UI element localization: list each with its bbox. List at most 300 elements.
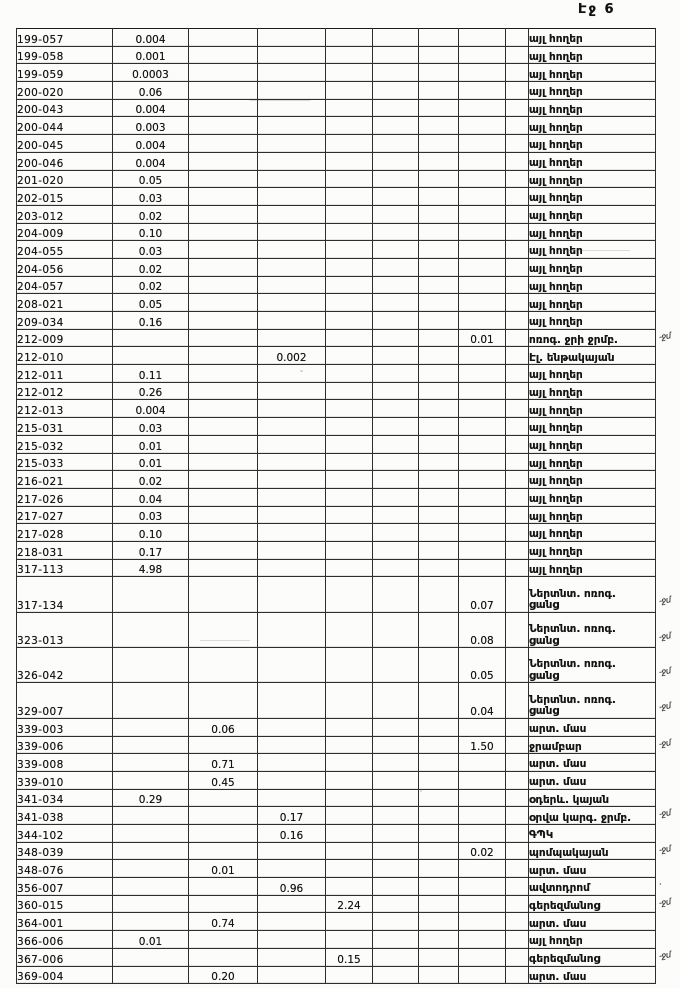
cell-area-value	[506, 276, 529, 294]
land-type-text: այլ հողեր	[529, 227, 583, 240]
cell-area-value	[373, 347, 419, 365]
land-type-text: այլ հողեր	[529, 475, 583, 488]
cell-area-value	[373, 152, 419, 170]
cell-area-value	[506, 524, 529, 542]
table-row	[17, 99, 656, 117]
cell-area-value	[506, 64, 529, 82]
land-type-text: Էլ. ենթակայան	[529, 351, 615, 364]
cell-area-value	[506, 612, 529, 647]
cell-area-value	[189, 82, 258, 100]
cell-area-value: 0.16	[258, 825, 326, 843]
land-type-text: գերեզմանոց	[529, 899, 601, 912]
cell-area-value	[113, 878, 189, 896]
table-row	[17, 541, 656, 559]
land-type-text: Ներտնտ. ոռոգ.	[529, 623, 616, 636]
cell-parcel-id: 200-043	[17, 99, 113, 117]
table-row	[17, 400, 656, 418]
cell-area-value	[113, 913, 189, 931]
cell-land-type	[529, 842, 656, 860]
cell-area-value	[419, 365, 459, 383]
cell-area-value	[373, 648, 419, 683]
land-type-text: այլ հողեր	[529, 510, 583, 523]
table-row	[17, 878, 656, 896]
cell-area-value	[419, 789, 459, 807]
table-row	[17, 771, 656, 789]
cell-area-value	[373, 541, 419, 559]
cell-area-value	[459, 82, 506, 100]
land-type-text: այլ հողեր	[529, 121, 583, 134]
cell-area-value	[258, 577, 326, 612]
cell-area-value: 0.01	[189, 860, 258, 878]
cell-area-value	[459, 771, 506, 789]
table-row	[17, 577, 656, 612]
cell-area-value: 0.08	[459, 612, 506, 647]
land-type-text: Ներտնտ. ոռոգ.	[529, 693, 616, 706]
cell-area-value: 0.05	[113, 294, 189, 312]
land-type-text: այլ հողեր	[529, 563, 583, 576]
cell-area-value	[258, 541, 326, 559]
table-row	[17, 860, 656, 878]
cell-area-value	[419, 754, 459, 772]
land-type-text-line2: ցանց	[529, 599, 560, 612]
land-type-text: այլ հողեր	[529, 457, 583, 470]
land-parcel-table	[16, 28, 656, 984]
table-row	[17, 64, 656, 82]
cell-parcel-id: 199-057	[17, 29, 113, 47]
cell-area-value	[189, 117, 258, 135]
cell-area-value	[419, 612, 459, 647]
cell-land-type	[529, 931, 656, 949]
cell-area-value	[258, 860, 326, 878]
cell-area-value	[113, 718, 189, 736]
cell-area-value	[419, 82, 459, 100]
cell-land-type	[529, 400, 656, 418]
cell-area-value	[506, 966, 529, 984]
cell-parcel-id: 339-010	[17, 771, 113, 789]
cell-area-value	[419, 329, 459, 347]
cell-area-value	[506, 170, 529, 188]
cell-land-type	[529, 418, 656, 436]
cell-parcel-id: 317-113	[17, 559, 113, 577]
cell-area-value	[113, 825, 189, 843]
cell-area-value	[258, 294, 326, 312]
cell-area-value	[459, 312, 506, 330]
cell-area-value	[189, 471, 258, 489]
cell-area-value	[326, 825, 373, 843]
land-type-text: այլ հողեր	[529, 68, 583, 81]
cell-area-value: 0.03	[113, 418, 189, 436]
cell-area-value	[506, 46, 529, 64]
cell-area-value	[113, 683, 189, 718]
cell-area-value	[459, 966, 506, 984]
cell-land-type	[529, 559, 656, 577]
cell-area-value	[113, 577, 189, 612]
cell-area-value	[373, 913, 419, 931]
cell-land-type	[529, 382, 656, 400]
cell-parcel-id: 344-102	[17, 825, 113, 843]
cell-parcel-id: 209-034	[17, 312, 113, 330]
cell-parcel-id: 217-028	[17, 524, 113, 542]
cell-area-value	[506, 188, 529, 206]
cell-area-value	[419, 559, 459, 577]
cell-area-value	[419, 931, 459, 949]
cell-area-value	[189, 789, 258, 807]
cell-area-value: 0.29	[113, 789, 189, 807]
cell-parcel-id: 348-076	[17, 860, 113, 878]
cell-parcel-id: 341-038	[17, 807, 113, 825]
land-type-text: ոռոգ. ջրի ջրմբ.	[529, 333, 618, 346]
table-row	[17, 312, 656, 330]
cell-area-value: 0.10	[113, 524, 189, 542]
cell-area-value	[113, 807, 189, 825]
cell-area-value	[113, 754, 189, 772]
cell-area-value	[258, 46, 326, 64]
table-row	[17, 524, 656, 542]
scan-smudge	[560, 250, 630, 251]
cell-area-value	[419, 506, 459, 524]
table-row	[17, 506, 656, 524]
table-row	[17, 135, 656, 153]
cell-area-value	[506, 878, 529, 896]
cell-area-value: 2.24	[326, 895, 373, 913]
land-type-text: այլ հողեր	[529, 404, 583, 417]
cell-land-type	[529, 913, 656, 931]
cell-area-value	[326, 754, 373, 772]
cell-area-value	[506, 559, 529, 577]
cell-area-value	[326, 913, 373, 931]
cell-area-value	[189, 648, 258, 683]
table-row	[17, 931, 656, 949]
cell-area-value	[113, 895, 189, 913]
cell-area-value	[113, 329, 189, 347]
cell-area-value	[506, 807, 529, 825]
cell-parcel-id: 201-020	[17, 170, 113, 188]
cell-area-value	[506, 29, 529, 47]
cell-area-value	[258, 789, 326, 807]
cell-area-value: 0.004	[113, 135, 189, 153]
land-type-text-line2: ցանց	[529, 705, 560, 718]
table-row	[17, 789, 656, 807]
table-row	[17, 648, 656, 683]
table-row	[17, 913, 656, 931]
cell-area-value: 0.004	[113, 99, 189, 117]
table-row	[17, 471, 656, 489]
cell-land-type	[529, 648, 656, 683]
cell-land-type	[529, 488, 656, 506]
cell-area-value	[373, 170, 419, 188]
cell-area-value	[113, 612, 189, 647]
cell-land-type	[529, 294, 656, 312]
cell-area-value	[258, 382, 326, 400]
cell-area-value	[373, 966, 419, 984]
table-row	[17, 842, 656, 860]
land-type-text: արտ. մաս	[529, 864, 587, 877]
cell-area-value	[459, 948, 506, 966]
cell-area-value: 0.02	[459, 842, 506, 860]
land-type-text: այլ հողեր	[529, 157, 583, 169]
table-row	[17, 223, 656, 241]
cell-area-value	[258, 152, 326, 170]
cell-area-value	[373, 329, 419, 347]
land-type-text: արտ. մաս	[529, 970, 587, 983]
cell-area-value	[189, 223, 258, 241]
cell-area-value	[326, 931, 373, 949]
cell-parcel-id: 339-003	[17, 718, 113, 736]
cell-parcel-id: 212-010	[17, 347, 113, 365]
cell-area-value	[326, 524, 373, 542]
cell-area-value	[326, 170, 373, 188]
cell-area-value: 0.03	[113, 188, 189, 206]
cell-area-value: 0.05	[459, 648, 506, 683]
land-type-text: այլ հողեր	[529, 316, 583, 329]
cell-land-type	[529, 276, 656, 294]
cell-area-value	[506, 312, 529, 330]
cell-area-value	[189, 276, 258, 294]
table-row	[17, 82, 656, 100]
cell-parcel-id: 202-015	[17, 188, 113, 206]
cell-land-type	[529, 807, 656, 825]
cell-area-value	[459, 365, 506, 383]
table-row	[17, 294, 656, 312]
cell-area-value	[326, 365, 373, 383]
cell-land-type	[529, 683, 656, 718]
cell-area-value	[326, 347, 373, 365]
cell-area-value	[258, 29, 326, 47]
cell-area-value	[506, 400, 529, 418]
cell-area-value: 0.74	[189, 913, 258, 931]
cell-area-value	[459, 754, 506, 772]
cell-parcel-id: 339-008	[17, 754, 113, 772]
cell-area-value	[459, 453, 506, 471]
scan-smudge	[250, 100, 310, 101]
cell-area-value	[373, 825, 419, 843]
cell-area-value	[258, 99, 326, 117]
cell-area-value	[113, 842, 189, 860]
cell-area-value	[459, 524, 506, 542]
cell-area-value	[326, 718, 373, 736]
cell-parcel-id: 356-007	[17, 878, 113, 896]
cell-area-value	[258, 931, 326, 949]
cell-area-value	[506, 294, 529, 312]
cell-area-value: 0.01	[113, 931, 189, 949]
handwritten-margin-note: -ջմ	[658, 631, 672, 643]
handwritten-margin-note: -ջմ	[658, 595, 672, 607]
land-type-text: այլ հողեր	[529, 298, 583, 311]
cell-land-type	[529, 612, 656, 647]
table-row	[17, 276, 656, 294]
cell-area-value	[459, 258, 506, 276]
table-row	[17, 718, 656, 736]
cell-area-value: 0.11	[113, 365, 189, 383]
cell-parcel-id: 204-055	[17, 241, 113, 259]
cell-area-value	[326, 205, 373, 223]
cell-area-value	[326, 842, 373, 860]
cell-land-type	[529, 205, 656, 223]
cell-parcel-id: 204-056	[17, 258, 113, 276]
cell-area-value: 0.03	[113, 241, 189, 259]
cell-area-value	[258, 135, 326, 153]
cell-area-value: 0.0003	[113, 64, 189, 82]
cell-area-value	[459, 99, 506, 117]
cell-area-value	[189, 948, 258, 966]
cell-land-type	[529, 29, 656, 47]
table-row	[17, 453, 656, 471]
cell-area-value	[506, 82, 529, 100]
land-type-text: այլ հողեր	[529, 528, 583, 541]
cell-area-value	[459, 895, 506, 913]
cell-area-value	[189, 294, 258, 312]
cell-land-type	[529, 860, 656, 878]
cell-area-value	[113, 347, 189, 365]
cell-area-value	[459, 205, 506, 223]
table-row	[17, 807, 656, 825]
cell-area-value	[459, 223, 506, 241]
cell-area-value	[506, 241, 529, 259]
cell-area-value	[189, 541, 258, 559]
cell-area-value	[419, 347, 459, 365]
cell-area-value	[419, 488, 459, 506]
cell-area-value	[506, 577, 529, 612]
cell-area-value	[258, 418, 326, 436]
land-type-text: այլ հողեր	[529, 50, 583, 63]
cell-area-value	[459, 46, 506, 64]
land-type-text: պոմպակայան	[529, 846, 609, 859]
cell-parcel-id: 204-057	[17, 276, 113, 294]
cell-area-value: 0.004	[113, 29, 189, 47]
cell-area-value	[113, 948, 189, 966]
cell-area-value	[419, 913, 459, 931]
cell-area-value	[258, 205, 326, 223]
land-type-text: այլ հողեր	[529, 422, 583, 435]
cell-area-value	[506, 258, 529, 276]
cell-land-type	[529, 82, 656, 100]
cell-land-type	[529, 170, 656, 188]
cell-area-value	[419, 718, 459, 736]
cell-area-value	[189, 347, 258, 365]
cell-land-type	[529, 966, 656, 984]
land-type-text: գերեզմանոց	[529, 953, 601, 965]
cell-parcel-id: 367-006	[17, 948, 113, 966]
page-number-header: Էջ 6	[578, 2, 616, 17]
cell-area-value	[373, 931, 419, 949]
cell-parcel-id: 200-044	[17, 117, 113, 135]
cell-area-value	[373, 46, 419, 64]
cell-area-value	[373, 860, 419, 878]
cell-area-value	[373, 400, 419, 418]
cell-area-value	[373, 736, 419, 754]
table-row	[17, 559, 656, 577]
cell-area-value	[419, 435, 459, 453]
handwritten-margin-note: -ջմ	[658, 701, 672, 713]
table-row	[17, 347, 656, 365]
cell-area-value	[258, 453, 326, 471]
cell-land-type	[529, 453, 656, 471]
cell-area-value	[459, 825, 506, 843]
cell-area-value	[459, 117, 506, 135]
cell-area-value	[326, 418, 373, 436]
cell-parcel-id: 364-001	[17, 913, 113, 931]
cell-area-value	[326, 64, 373, 82]
cell-area-value	[373, 471, 419, 489]
cell-area-value	[506, 948, 529, 966]
cell-area-value	[189, 46, 258, 64]
cell-area-value	[459, 471, 506, 489]
cell-area-value	[506, 648, 529, 683]
cell-parcel-id: 217-026	[17, 488, 113, 506]
cell-land-type	[529, 188, 656, 206]
land-type-text: արտ. մաս	[529, 776, 587, 789]
cell-area-value: 4.98	[113, 559, 189, 577]
cell-area-value	[326, 152, 373, 170]
cell-area-value	[189, 842, 258, 860]
cell-area-value	[459, 506, 506, 524]
cell-area-value	[326, 789, 373, 807]
cell-parcel-id: 212-011	[17, 365, 113, 383]
land-type-text: այլ հողեր	[529, 103, 583, 116]
cell-area-value	[506, 842, 529, 860]
table-row	[17, 152, 656, 170]
land-type-text: այլ հողեր	[529, 210, 583, 223]
cell-parcel-id: 200-046	[17, 152, 113, 170]
cell-parcel-id: 341-034	[17, 789, 113, 807]
cell-area-value	[506, 205, 529, 223]
cell-parcel-id: 217-027	[17, 506, 113, 524]
cell-area-value	[326, 648, 373, 683]
cell-area-value	[373, 223, 419, 241]
table-row	[17, 117, 656, 135]
cell-area-value	[419, 276, 459, 294]
cell-parcel-id: 204-009	[17, 223, 113, 241]
cell-area-value	[506, 506, 529, 524]
cell-land-type	[529, 152, 656, 170]
cell-area-value	[189, 736, 258, 754]
cell-land-type	[529, 895, 656, 913]
cell-area-value	[459, 64, 506, 82]
cell-area-value	[373, 453, 419, 471]
cell-area-value	[459, 931, 506, 949]
cell-parcel-id: 199-058	[17, 46, 113, 64]
cell-area-value: 0.02	[113, 258, 189, 276]
cell-area-value: 1.50	[459, 736, 506, 754]
cell-area-value	[326, 82, 373, 100]
cell-area-value	[258, 435, 326, 453]
cell-parcel-id: 203-012	[17, 205, 113, 223]
cell-land-type	[529, 506, 656, 524]
cell-area-value: 0.002	[258, 347, 326, 365]
cell-area-value	[189, 559, 258, 577]
cell-area-value	[506, 860, 529, 878]
cell-area-value	[506, 365, 529, 383]
land-type-text: այլ հողեր	[529, 139, 583, 152]
cell-area-value	[326, 488, 373, 506]
cell-area-value	[189, 825, 258, 843]
cell-area-value: 0.06	[189, 718, 258, 736]
cell-area-value	[326, 382, 373, 400]
cell-area-value: 0.04	[459, 683, 506, 718]
cell-area-value	[326, 541, 373, 559]
cell-area-value	[326, 188, 373, 206]
cell-parcel-id: 208-021	[17, 294, 113, 312]
cell-area-value	[189, 312, 258, 330]
cell-area-value	[419, 400, 459, 418]
land-type-text: այլ հողեր	[529, 33, 583, 46]
cell-area-value	[189, 931, 258, 949]
cell-area-value	[113, 771, 189, 789]
cell-area-value: 0.17	[258, 807, 326, 825]
cell-area-value	[373, 718, 419, 736]
cell-area-value	[189, 807, 258, 825]
cell-area-value	[258, 400, 326, 418]
